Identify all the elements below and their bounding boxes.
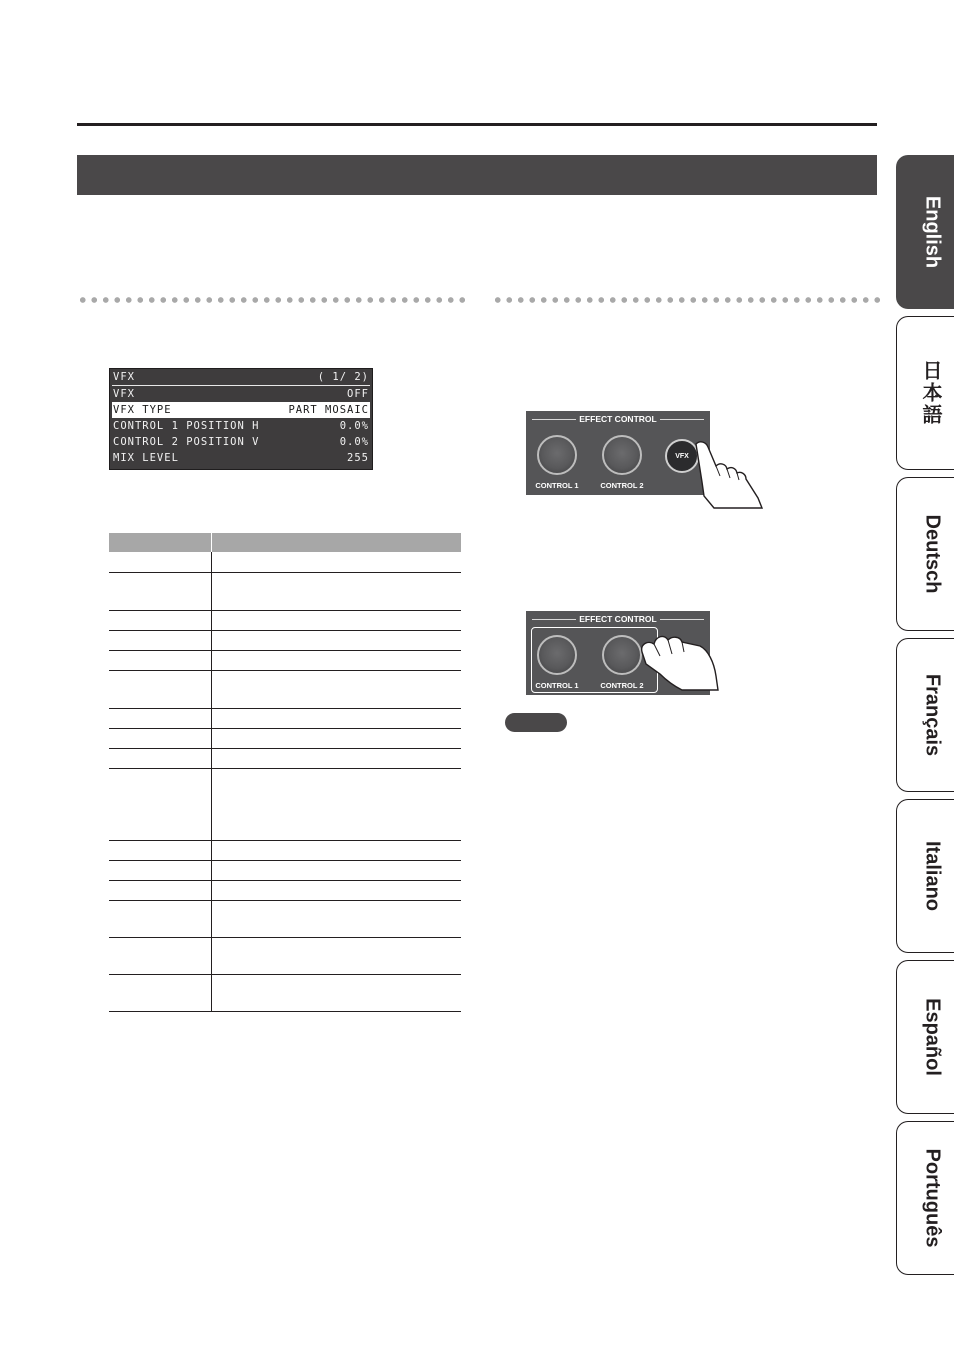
- tab-portugues[interactable]: [896, 1121, 954, 1275]
- control1-label: CONTROL 1: [535, 681, 579, 690]
- vfx-button[interactable]: VFX: [665, 439, 699, 473]
- tab-italiano[interactable]: [896, 799, 954, 953]
- lcd-value: 255: [347, 452, 369, 464]
- control1-knob[interactable]: [537, 635, 577, 675]
- table-row: [109, 671, 461, 709]
- tab-japanese[interactable]: [896, 316, 954, 470]
- lcd-value: PART MOSAIC: [288, 404, 369, 416]
- left-column-dotted-divider: [77, 296, 465, 304]
- lcd-row-vfx-type: [112, 402, 370, 418]
- turning-hand-icon: [636, 628, 720, 692]
- control2-label: CONTROL 2: [600, 681, 644, 690]
- lcd-row-vfx: [112, 386, 370, 402]
- lcd-label: VFX TYPE: [113, 404, 172, 416]
- lcd-label: MIX LEVEL: [113, 452, 179, 464]
- lcd-label: CONTROL 1 POSITION H: [113, 420, 260, 432]
- lcd-label: VFX: [113, 388, 135, 400]
- table-row: [109, 573, 461, 611]
- table-row: [109, 769, 461, 841]
- table-row: [109, 631, 461, 651]
- table-row: [109, 841, 461, 861]
- control1-knob[interactable]: [537, 435, 577, 475]
- tab-english[interactable]: [896, 155, 954, 309]
- panel-title: EFFECT CONTROL: [579, 414, 657, 424]
- table-row: [109, 651, 461, 671]
- lcd-value: 0.0%: [339, 420, 369, 432]
- table-row: [109, 975, 461, 1012]
- tab-label: Deutsch: [921, 514, 943, 594]
- lcd-label: CONTROL 2 POSITION V: [113, 436, 260, 448]
- lcd-row-control2: [112, 434, 370, 450]
- tab-label: Italiano: [921, 840, 943, 912]
- tab-espanol[interactable]: [896, 960, 954, 1114]
- lcd-row-mix-level: [112, 450, 370, 466]
- lcd-value: 0.0%: [339, 436, 369, 448]
- effect-control-panel-vfx: [526, 411, 710, 495]
- table-row: [109, 749, 461, 769]
- tab-label: English: [921, 195, 943, 269]
- table-row: [109, 938, 461, 975]
- tab-deutsch[interactable]: [896, 477, 954, 631]
- panel-title: EFFECT CONTROL: [579, 614, 657, 624]
- vfx-menu-screen: [109, 368, 373, 470]
- tab-label: Português: [921, 1148, 943, 1248]
- memo-badge: [505, 713, 567, 732]
- section-header-bar: [77, 155, 877, 195]
- control1-label: CONTROL 1: [535, 481, 579, 490]
- control2-label: CONTROL 2: [600, 481, 644, 490]
- right-column-dotted-divider: [492, 296, 880, 304]
- tab-francais[interactable]: [896, 638, 954, 792]
- tab-label: Français: [921, 673, 943, 757]
- lcd-row-title: [112, 369, 370, 386]
- control2-knob[interactable]: [602, 435, 642, 475]
- tab-label: Español: [921, 998, 943, 1076]
- lcd-label: VFX: [113, 371, 135, 383]
- tab-label: 日本語: [919, 360, 943, 426]
- table-row: [109, 881, 461, 901]
- pointing-hand-icon: [686, 438, 766, 510]
- table-row: [109, 709, 461, 729]
- top-rule: [77, 123, 877, 126]
- table-row: [109, 861, 461, 881]
- table-row: [109, 552, 461, 573]
- table-header: [109, 533, 461, 552]
- lcd-value: ( 1/ 2): [317, 371, 369, 383]
- lcd-row-control1: [112, 418, 370, 434]
- lcd-value: OFF: [347, 388, 369, 400]
- table-row: [109, 729, 461, 749]
- table-row: [109, 901, 461, 938]
- table-row: [109, 611, 461, 631]
